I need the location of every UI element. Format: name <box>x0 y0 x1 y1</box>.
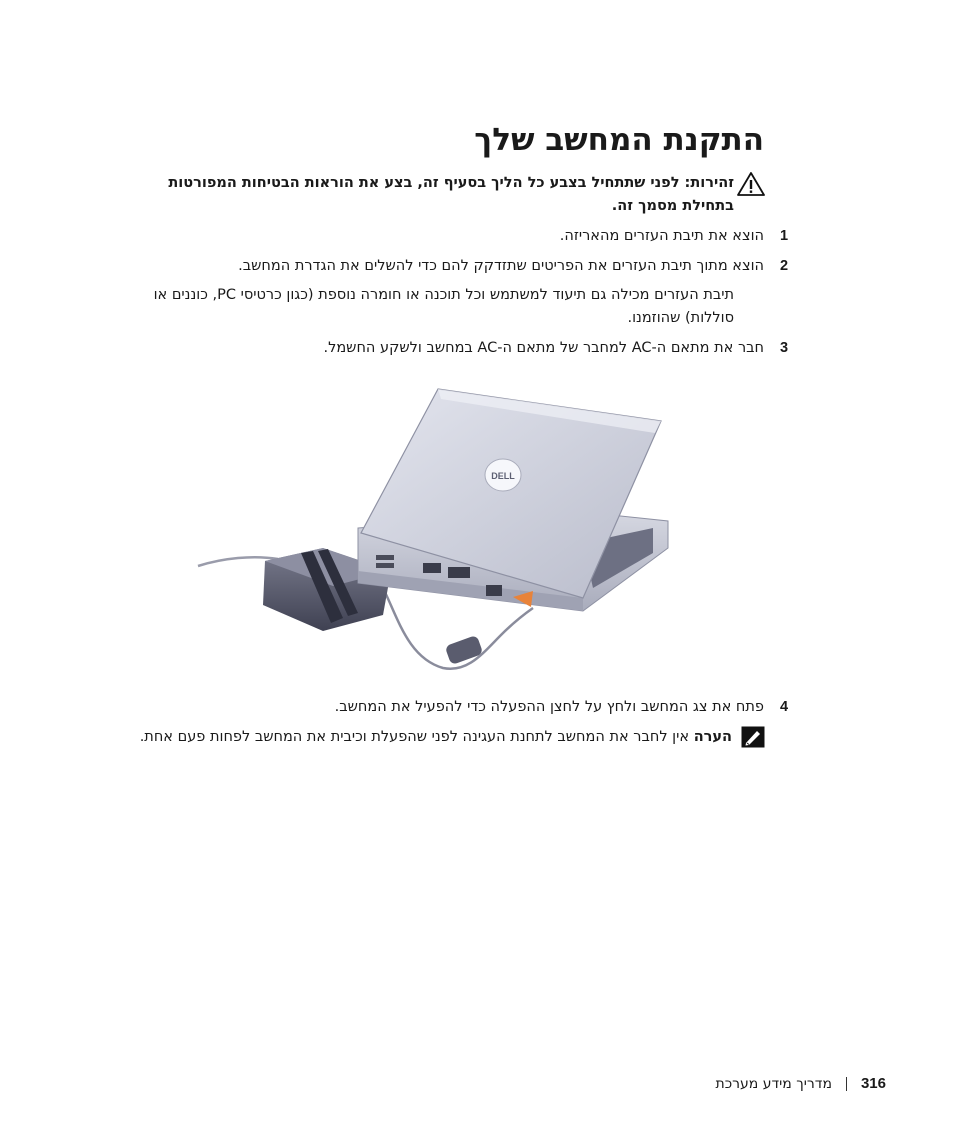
step-1 <box>114 224 789 248</box>
port-icon <box>423 563 441 573</box>
step-4 <box>114 695 789 719</box>
step-2-detail: תיבת העזרים מכילה גם תיעוד למשתמש וכל תוכנה או חומרה נוספת (כגון כרטיסי PC, כוננים או סוללות) שהוזמנו. <box>153 287 734 326</box>
page-number: 316 <box>860 1075 886 1092</box>
step-text: הוצא מתוך תיבת העזרים את הפריטים שתזדקק להם כדי להשלים את הגדרת המחשב. <box>238 258 764 274</box>
step-number: 4 <box>779 699 789 715</box>
note-text: אין לחבר את המחשב לתחנת העגינה לפני שהפעלת וכיבית את המחשב לפחות פעם אחת. <box>139 729 690 745</box>
note-block <box>92 726 732 749</box>
step-2 <box>114 254 789 278</box>
step-text: חבר את מתאם ה-AC למחבר של מתאם ה-AC במחשב ולשקע החשמל. <box>323 340 764 356</box>
laptop-adapter-illustration <box>183 383 675 683</box>
warning-text: לפני שתתחיל בצבע כל הליך בסעיף זה, בצע את הוראות הבטיחות המפורטות בתחילת מסמך זה. <box>168 175 734 214</box>
svg-text:DELL: DELL <box>491 471 515 481</box>
dell-logo <box>485 459 521 491</box>
network-port-icon <box>486 585 502 596</box>
step-text: הוצא את תיבת העזרים מהאריזה. <box>559 228 764 244</box>
note-label: הערה <box>693 729 732 745</box>
footer-title: מדריך מידע מערכת <box>715 1076 832 1092</box>
warning-label: זהירות: <box>684 175 734 191</box>
vga-port-icon <box>448 567 470 578</box>
page-footer <box>716 1074 886 1094</box>
step-number: 2 <box>779 258 789 274</box>
note-pencil-icon <box>741 726 765 748</box>
warning-block <box>114 172 734 218</box>
page-title: התקנת המחשב שלך <box>474 122 764 158</box>
step-number: 1 <box>779 228 789 244</box>
step-number: 3 <box>779 340 789 356</box>
step-3 <box>114 336 789 360</box>
warning-icon <box>737 172 765 196</box>
step-text: פתח את צג המחשב ולחץ על לחצן ההפעלה כדי להפעיל את המחשב. <box>334 699 764 715</box>
footer-divider <box>846 1077 847 1091</box>
